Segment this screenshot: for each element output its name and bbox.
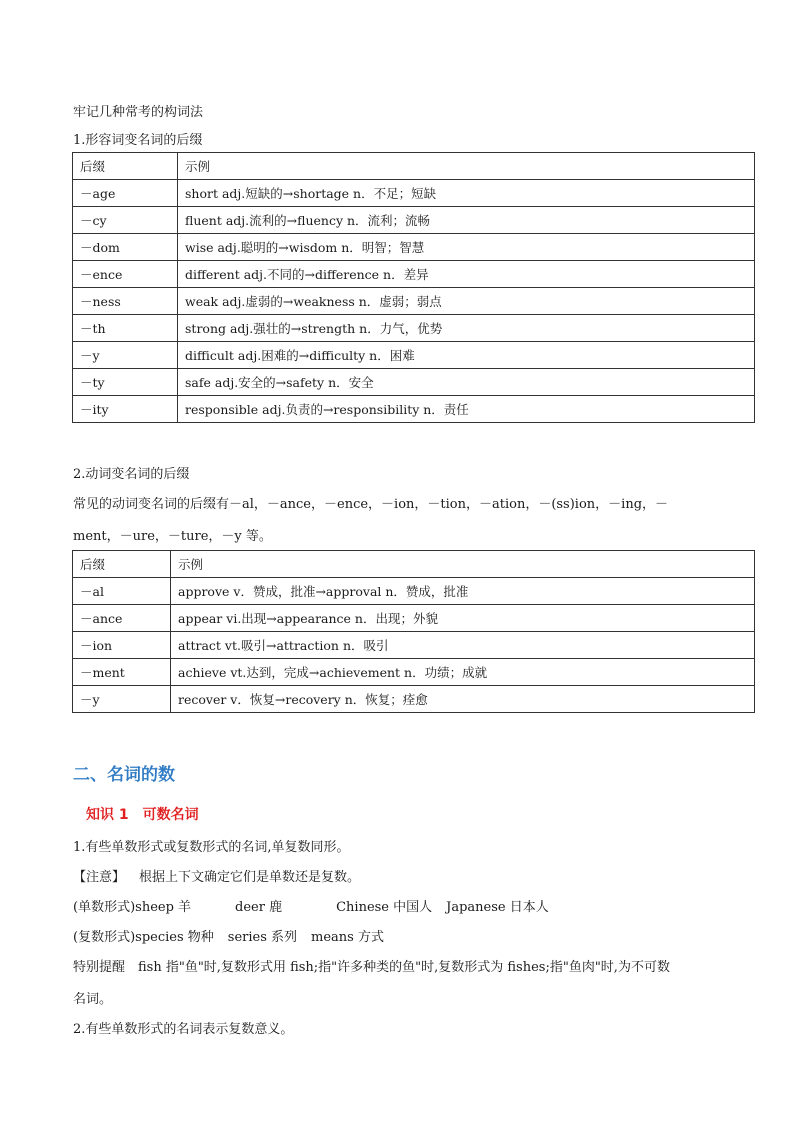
section2-heading: 2.动词变名词的后缀 — [73, 467, 190, 482]
point-2: 2.有些单数形式的名词表示复数意义。 — [73, 1022, 294, 1037]
table-row — [73, 342, 755, 369]
example-cell: responsible adj.负责的→responsibility n．责任 — [178, 396, 755, 423]
table-row — [73, 288, 755, 315]
singular-word-japanese: Japanese 日本人 — [446, 900, 549, 915]
tip-line2: 名词。 — [73, 992, 113, 1007]
suffix-cell: －ion — [73, 632, 171, 659]
example-cell: achieve vt.达到，完成→achievement n．功绩；成就 — [171, 659, 755, 686]
table-row — [73, 659, 755, 686]
header-example: 示例 — [171, 551, 755, 578]
suffix-cell: －y — [73, 686, 171, 713]
table-row — [73, 207, 755, 234]
table-row — [73, 369, 755, 396]
intro-heading: 牢记几种常考的构词法 — [73, 105, 204, 120]
example-cell: difficult adj.困难的→difficulty n．困难 — [178, 342, 755, 369]
example-cell: wise adj.聪明的→wisdom n．明智；智慧 — [178, 234, 755, 261]
suffix-cell: －ence — [73, 261, 178, 288]
singular-prefix: (单数形式)sheep 羊 — [73, 900, 192, 915]
header-suffix: 后缀 — [73, 153, 178, 180]
table-header-row — [73, 551, 755, 578]
example-cell: short adj.短缺的→shortage n．不足；短缺 — [178, 180, 755, 207]
suffix-cell: －ity — [73, 396, 178, 423]
note-line — [73, 866, 360, 885]
plural-word-series: series 系列 — [227, 930, 298, 945]
singular-line — [73, 896, 549, 915]
suffix-cell: －ment — [73, 659, 171, 686]
verb-suffix-table — [72, 550, 755, 713]
knowledge-title: 知识 1 可数名词 — [86, 807, 199, 823]
table-row — [73, 234, 755, 261]
example-cell: strong adj.强壮的→strength n．力气，优势 — [178, 315, 755, 342]
example-cell: recover v．恢复→recovery n．恢复；痊愈 — [171, 686, 755, 713]
suffix-cell: －age — [73, 180, 178, 207]
table-row — [73, 578, 755, 605]
example-cell: different adj.不同的→difference n．差异 — [178, 261, 755, 288]
example-cell: appear vi.出现→appearance n．出现；外貌 — [171, 605, 755, 632]
suffix-cell: －ance — [73, 605, 171, 632]
suffix-cell: －al — [73, 578, 171, 605]
table-row — [73, 605, 755, 632]
section-title: 二、名词的数 — [73, 765, 175, 785]
note-text: 根据上下文确定它们是单数还是复数。 — [139, 870, 361, 885]
table-row — [73, 396, 755, 423]
section1-heading: 1.形容词变名词的后缀 — [73, 133, 203, 148]
table-row — [73, 315, 755, 342]
header-suffix: 后缀 — [73, 551, 171, 578]
example-cell: attract vt.吸引→attraction n．吸引 — [171, 632, 755, 659]
table-row — [73, 632, 755, 659]
header-example: 示例 — [178, 153, 755, 180]
table-row — [73, 686, 755, 713]
example-cell: fluent adj.流利的→fluency n．流利；流畅 — [178, 207, 755, 234]
adjective-suffix-table — [72, 152, 755, 423]
suffix-cell: －ness — [73, 288, 178, 315]
suffix-cell: －y — [73, 342, 178, 369]
suffix-cell: －ty — [73, 369, 178, 396]
singular-word-deer: deer 鹿 — [235, 900, 283, 915]
note-label: 【注意】 — [73, 870, 126, 885]
plural-line — [73, 926, 384, 945]
suffix-cell: －cy — [73, 207, 178, 234]
example-cell: weak adj.虚弱的→weakness n．虚弱；弱点 — [178, 288, 755, 315]
table-row — [73, 180, 755, 207]
singular-word-chinese: Chinese 中国人 — [336, 900, 433, 915]
example-cell: approve v．赞成，批准→approval n．赞成，批准 — [171, 578, 755, 605]
point-1: 1.有些单数形式或复数形式的名词,单复数同形。 — [73, 840, 350, 855]
plural-word-means: means 方式 — [311, 930, 384, 945]
table-header-row — [73, 153, 755, 180]
section2-desc-line2: ment，－ure，－ture，－y 等。 — [73, 529, 272, 544]
section2-desc-line1: 常见的动词变名词的后缀有－al，－ance，－ence，－ion，－tion，－ation，－(ss)ion，－ing，－ — [73, 497, 669, 512]
example-cell: safe adj.安全的→safety n．安全 — [178, 369, 755, 396]
suffix-cell: －th — [73, 315, 178, 342]
tip-line1: 特别提醒 fish 指"鱼"时,复数形式用 fish;指"许多种类的鱼"时,复数形式为 fishes;指"鱼肉"时,为不可数 — [73, 960, 670, 975]
plural-prefix: (复数形式)species 物种 — [73, 930, 214, 945]
suffix-cell: －dom — [73, 234, 178, 261]
table-row — [73, 261, 755, 288]
